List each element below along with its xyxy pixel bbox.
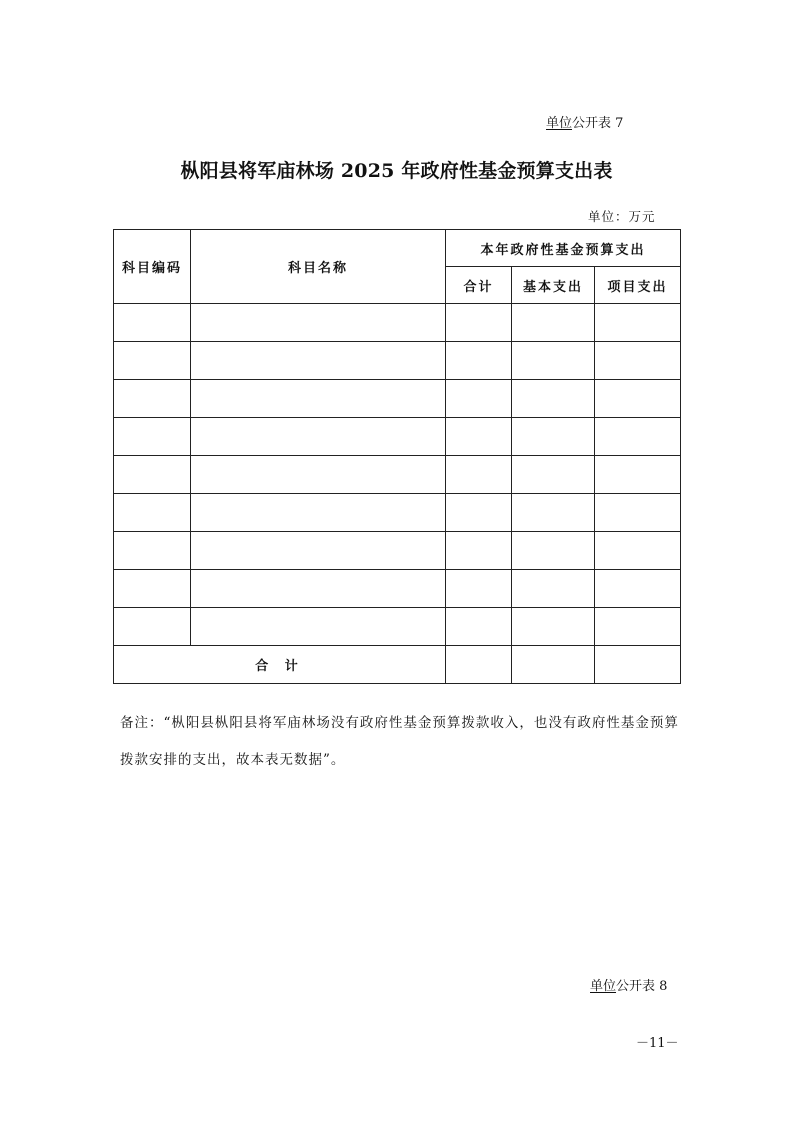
table-row [114,304,681,342]
header-expenditure-group: 本年政府性基金预算支出 [446,230,681,267]
total-row [114,646,681,684]
header-subject-name: 科目名称 [191,230,446,304]
cell-code [114,494,191,532]
cell-name [191,380,446,418]
cell-basic [512,570,595,608]
cell-name [191,304,446,342]
unit-word: 单位 [590,979,617,994]
cell-code [114,418,191,456]
cell-name [191,342,446,380]
table-row [114,456,681,494]
table-row [114,380,681,418]
budget-table [113,229,681,684]
cell-basic [512,494,595,532]
cell-total [446,532,512,570]
header-project-expenditure: 项目支出 [595,267,681,304]
cell-total [446,380,512,418]
table-number-label [546,112,623,131]
table-row [114,418,681,456]
table-row [114,532,681,570]
cell-basic [512,304,595,342]
table-row [114,494,681,532]
cell-total [446,570,512,608]
cell-project [595,532,681,570]
next-table-label [590,975,667,994]
cell-total [446,342,512,380]
footnote: 备注：“枞阳县枞阳县将军庙林场没有政府性基金预算拨款收入，也没有政府性基金预算拨款安排的支出，故本表无数据”。 [120,715,679,768]
cell-basic [512,342,595,380]
cell-total [446,418,512,456]
cell-project [595,418,681,456]
cell-code [114,570,191,608]
table-row [114,570,681,608]
cell-name [191,570,446,608]
header-basic-expenditure: 基本支出 [512,267,595,304]
cell-name [191,418,446,456]
cell-code [114,456,191,494]
cell-total [446,494,512,532]
total-row-label: 合 计 [114,646,446,684]
cell-code [114,608,191,646]
cell-project [595,380,681,418]
cell-code [114,380,191,418]
cell-code [114,304,191,342]
cell-project-sum [595,646,681,684]
header-total: 合计 [446,267,512,304]
cell-name [191,608,446,646]
cell-project [595,570,681,608]
cell-project [595,456,681,494]
header-subject-code: 科目编码 [114,230,191,304]
cell-basic-sum [512,646,595,684]
cell-project [595,494,681,532]
cell-total [446,456,512,494]
cell-basic [512,456,595,494]
table-row [114,608,681,646]
cell-code [114,532,191,570]
cell-name [191,494,446,532]
cell-project [595,342,681,380]
cell-project [595,304,681,342]
cell-project [595,608,681,646]
cell-name [191,456,446,494]
currency-unit: 单位：万元 [588,209,656,224]
unit-word: 单位 [546,116,573,131]
cell-basic [512,608,595,646]
cell-basic [512,532,595,570]
cell-total [446,608,512,646]
table-header-row [114,230,681,267]
page-title: 枞阳县将军庙林场 2025 年政府性基金预算支出表 [180,160,613,182]
table-number-text: 公开表 7 [572,116,624,131]
cell-basic [512,418,595,456]
cell-basic [512,380,595,418]
cell-name [191,532,446,570]
table-row [114,342,681,380]
next-table-number-text: 公开表 8 [616,979,668,994]
page-number: －11－ [636,1036,679,1051]
cell-total [446,304,512,342]
cell-code [114,342,191,380]
cell-total-sum [446,646,512,684]
